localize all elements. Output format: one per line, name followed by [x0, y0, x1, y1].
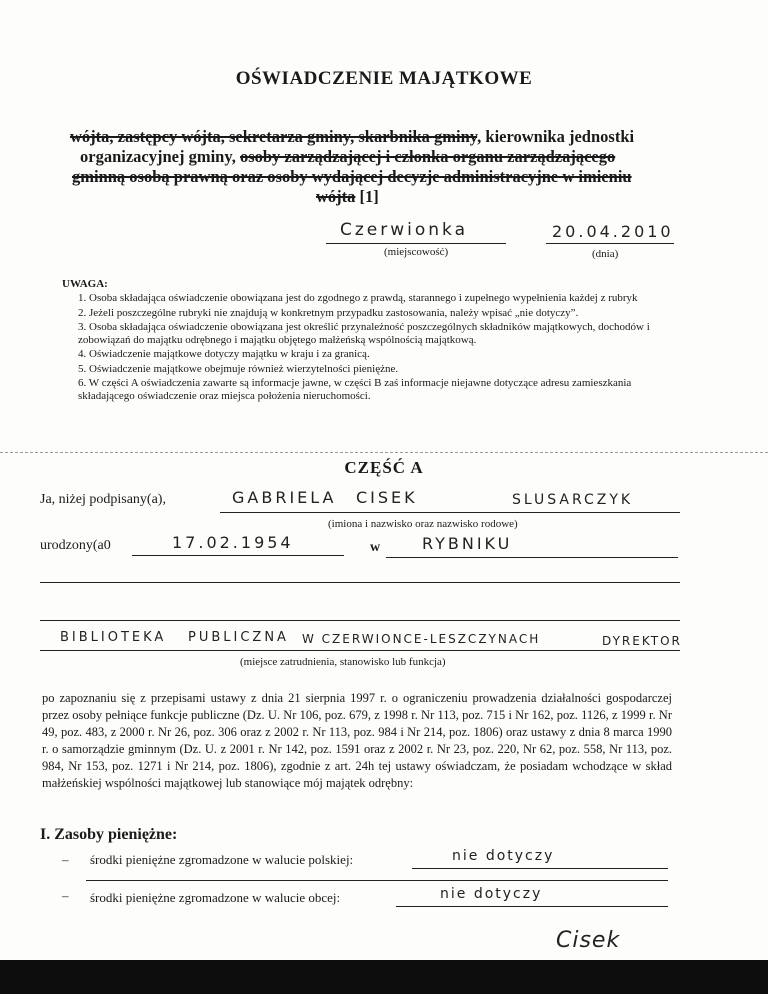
- notes-list: [78, 292, 688, 402]
- note-item: 2. Jeżeli poszczególne rubryki nie znajdują w konkretnym przypadku zastosowania, należy wpisać „nie dotyczy”.: [78, 306, 579, 319]
- place-label: (miejscowość): [384, 246, 449, 258]
- notes-heading: UWAGA:: [62, 278, 108, 290]
- scan-edge: [0, 960, 768, 994]
- date-line: [546, 243, 674, 244]
- header-text: organizacyjnej gminy,: [80, 147, 240, 166]
- birth-date-line: [132, 555, 344, 556]
- employment-line: [40, 650, 680, 651]
- header-struck-text: gminną osobą prawną oraz osoby wydającej decyzje administracyjne w imieniu: [72, 167, 632, 186]
- section-divider: [0, 452, 768, 453]
- signer-line: [220, 512, 680, 513]
- employment-caption: (miejsce zatrudnienia, stanowisko lub funkcja): [240, 656, 446, 668]
- employment-position: DYREKTOR: [602, 634, 682, 648]
- header-line-1: [70, 127, 710, 147]
- document-title: OŚWIADCZENIE MAJĄTKOWE: [235, 68, 533, 89]
- place-line: [326, 243, 506, 244]
- date-label: (dnia): [592, 248, 619, 260]
- statement-text: po zapoznaniu się z przepisami ustawy z dnia 21 sierpnia 1997 r. o ograniczeniu prowadzenia działalności gospodarczej przez osoby pełniące funkcje publiczne (Dz. U. Nr 106, poz. 679, z 1998 r. Nr 113, poz. 715 i Nr 162, poz. 1126, z 1999 r. Nr 49, poz. 483, z 2000 r. Nr 26, poz. 306 oraz z 2002 r. Nr 113, poz. 984 i Nr 214, poz. 1806) oraz ustawy z dnia 8 marca 1990 r. o samorządzie gminnym (Dz. U. z 2001 r. Nr 142, poz. 1591 oraz z 2002 r. Nr 23, poz. 220, Nr 62, poz. 558, Nr 113, poz. 984, Nr 153, poz. 1271 i Nr 214, poz. 1806), zgodnie z art. 24h tej ustawy oświadczam, że posiadam wchodzące w skład małżeńskiej wspólności majątkowej lub stanowiące mój majątek odrębny:: [42, 691, 672, 790]
- header-line-4: [316, 187, 516, 207]
- birth-date: 17.02.1954: [172, 533, 294, 552]
- employment-place: PUBLICZNA: [188, 630, 289, 645]
- cash-foreign-value: nie dotyczy: [440, 886, 543, 902]
- list-bullet: –: [62, 888, 69, 903]
- signer-family-name: SLUSARCZYK: [512, 492, 634, 508]
- note-item: 5. Oświadczenie majątkowe obejmuje również wierzytelności pieniężne.: [78, 362, 399, 375]
- employment-place: BIBLIOTEKA: [60, 630, 167, 645]
- signer-label: Ja, niżej podpisany(a),: [40, 492, 166, 507]
- signer-last-name: CISEK: [356, 488, 418, 507]
- blank-line: [40, 620, 680, 621]
- header-struck-text: wójta, zastępcy wójta, sekretarza gminy, skarbnika gminy: [70, 127, 478, 146]
- header-struck-text: osoby zarządzającej i członka organu zarządzającego: [239, 147, 616, 166]
- section-a-heading: CZĘŚĆ A: [344, 458, 424, 477]
- header-line-3: [72, 167, 712, 187]
- cash-foreign-line: [396, 906, 668, 907]
- cash-pln-line: [412, 868, 668, 869]
- birth-w-label: w: [370, 540, 381, 555]
- cash-pln-label: środki pieniężne zgromadzone w walucie polskiej:: [90, 852, 354, 867]
- signer-caption: (imiona i nazwisko oraz nazwisko rodowe): [328, 518, 518, 530]
- list-bullet: –: [62, 852, 69, 867]
- note-item: 6. W części A oświadczenia zawarte są informacje jawne, w części B zaś informacje niejawne dotyczące adresu zamieszkania składającego oświadczenie oraz miejsca położenia nieruchomości.: [78, 377, 632, 402]
- signer-first-name: GABRIELA: [232, 488, 337, 507]
- birth-place-line: [386, 557, 678, 558]
- note-item: 1. Osoba składająca oświadczenie obowiązana jest do zgodnego z prawdą, starannego i zupełnego wypełnienia każdej z rubryk: [78, 292, 638, 304]
- employment-place: W CZERWIONCE-LESZCZYNACH: [302, 632, 541, 646]
- note-item: 4. Oświadczenie majątkowe dotyczy majątku w kraju i za granicą.: [78, 348, 370, 360]
- date-value: 20.04.2010: [552, 222, 674, 241]
- birth-label: urodzony(a0: [40, 538, 111, 553]
- place-value: Czerwionka: [340, 220, 469, 240]
- header-struck-text: wójta: [316, 187, 356, 206]
- blank-line: [86, 880, 668, 881]
- section-1-heading: I. Zasoby pieniężne:: [40, 826, 178, 843]
- cash-foreign-label: środki pieniężne zgromadzone w walucie obcej:: [90, 890, 341, 905]
- blank-line: [40, 582, 680, 583]
- header-text: , kierownika jednostki: [477, 127, 635, 146]
- note-item: 3. Osoba składająca oświadczenie obowiązana jest określić przynależność poszczególnych składników majątkowych, dochodów i zobowiązań do majątku odrębnego i majątku objętego małżeńską wspólnością majątkową.: [78, 321, 650, 346]
- footnote-ref: [1]: [355, 187, 379, 206]
- handwritten-initials: Cisek: [556, 928, 621, 953]
- cash-pln-value: nie dotyczy: [452, 848, 555, 864]
- birth-place: RYBNIKU: [422, 534, 513, 553]
- header-line-2: [80, 147, 720, 167]
